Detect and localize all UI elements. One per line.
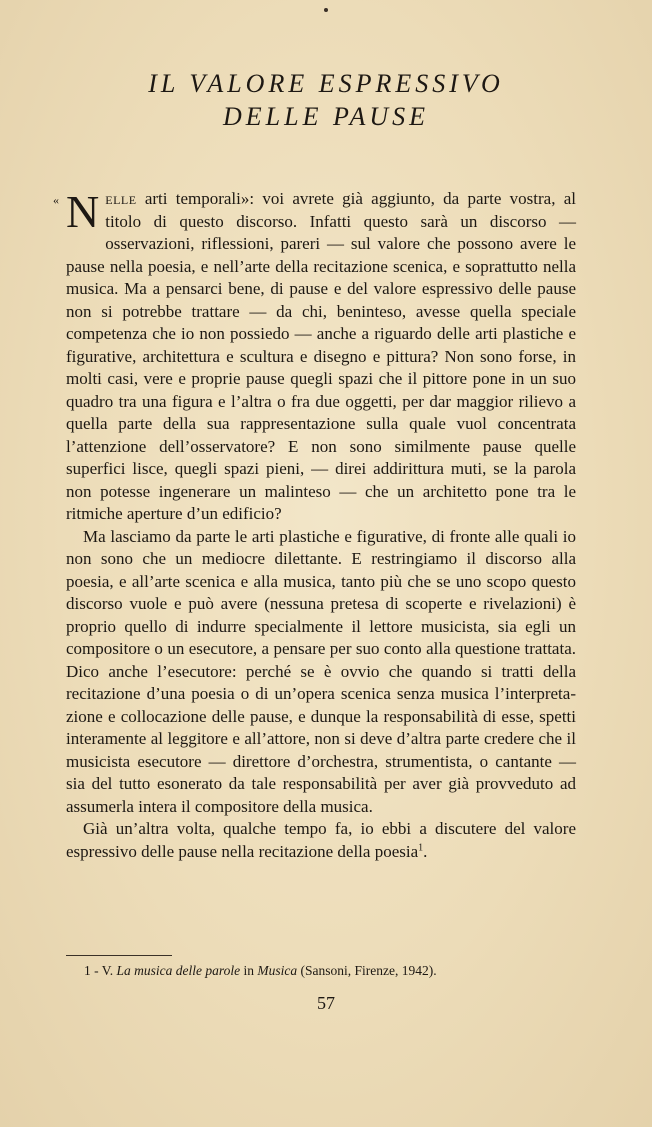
footnote xyxy=(84,962,584,980)
opening-quote: « xyxy=(53,193,59,207)
footnote-journal: Musica xyxy=(257,963,298,978)
paragraph-1-small-caps: elle xyxy=(105,189,137,208)
paragraph-1 xyxy=(53,186,576,526)
footnote-reference[interactable]: 1 xyxy=(418,841,424,853)
chapter-title-line-1: IL VALORE ESPRESSIVO xyxy=(148,69,504,98)
footnote-in: in xyxy=(240,963,258,978)
paragraph-2: Ma lasciamo da parte le arti plastiche e figurative, di fronte alle quali io non sono che un mediocre dilettante. E restringiamo il discorso alla poesia, e all’arte scenica e alla musica, tanto più che se uno scopo questo discorso vuole e può avere (nessuna pretesa di scoperte e rivelazioni) è proprio quello di indurre specialmente il lettore musicista, sia egli un compositore o un esecutore, a pensare per suo conto alla questione trattata. Dico anche l’esecutore: perché se è ovvio che quando si tratti della recitazione d’una poesia o di un’opera scenica senza musica l’interpretazione e collocazione delle pause, e dunque la responsabilità di esse, spetti interamente al leggitore e all’attore, non si deve d’altra parte credere che il musicista esecutore — direttore d’orchestra, strumentista, o cantante — sia del tutto esonerato da tale responsabilità per aver già provveduto ad assumerla intera il compositore della musica. xyxy=(66,526,576,816)
drop-cap: N xyxy=(66,186,100,237)
paragraph-1-text: arti temporali»: voi avrete già aggiunto, da parte vostra, al titolo di questo discorso. Infatti questo sarà un discorso — osservazioni, riflessioni, pareri — sul valore che possono avere le pause nella poesia, e nell’arte della recitazione scenica, e soprattutto nella musica. Ma a pensarci bene, di pause e del valore espressivo delle pause non si potrebbe trattare — da chi, beninteso, avesse quella speciale competenza che io non possiedo — anche a riguardo delle arti plastiche e figurative, architettura e scultura e disegno e pittura? Non sono forse, in molti casi, vere e proprie pause quegli spazi che il pittore pone in un suo quadro tra una figura e l’altra o fra due oggetti, per dar maggior rilievo a quella parte della sua rappresentazione sulla quale vuol concentrata l’attenzione dell’osservatore? E non sono similmente pause quelle superfici lisce, quegli spazi pieni, — direi addirittura muti, se la parola non potesse ingenerare un malinteso — che un architetto pone tra le ritmiche aperture d’un edificio? xyxy=(66,189,576,523)
paragraph-3-end: . xyxy=(423,841,428,861)
paragraph-3-text: Già un’altra volta, qualche tempo fa, io ebbi a discutere del valore espressivo delle pause nella recitazione della poesia xyxy=(66,819,576,861)
footnote-title: La musica delle parole xyxy=(116,963,241,978)
page-speck xyxy=(324,8,328,12)
paragraph-3 xyxy=(66,818,576,863)
chapter-title-line-2: DELLE PAUSE xyxy=(222,102,430,131)
footnote-publisher: (Sansoni, Firenze, 1942). xyxy=(297,963,437,978)
footnote-number: 1 - V. xyxy=(84,963,117,978)
body-text xyxy=(53,186,576,863)
footnote-divider xyxy=(66,955,172,956)
page-number: 57 xyxy=(317,993,335,1013)
